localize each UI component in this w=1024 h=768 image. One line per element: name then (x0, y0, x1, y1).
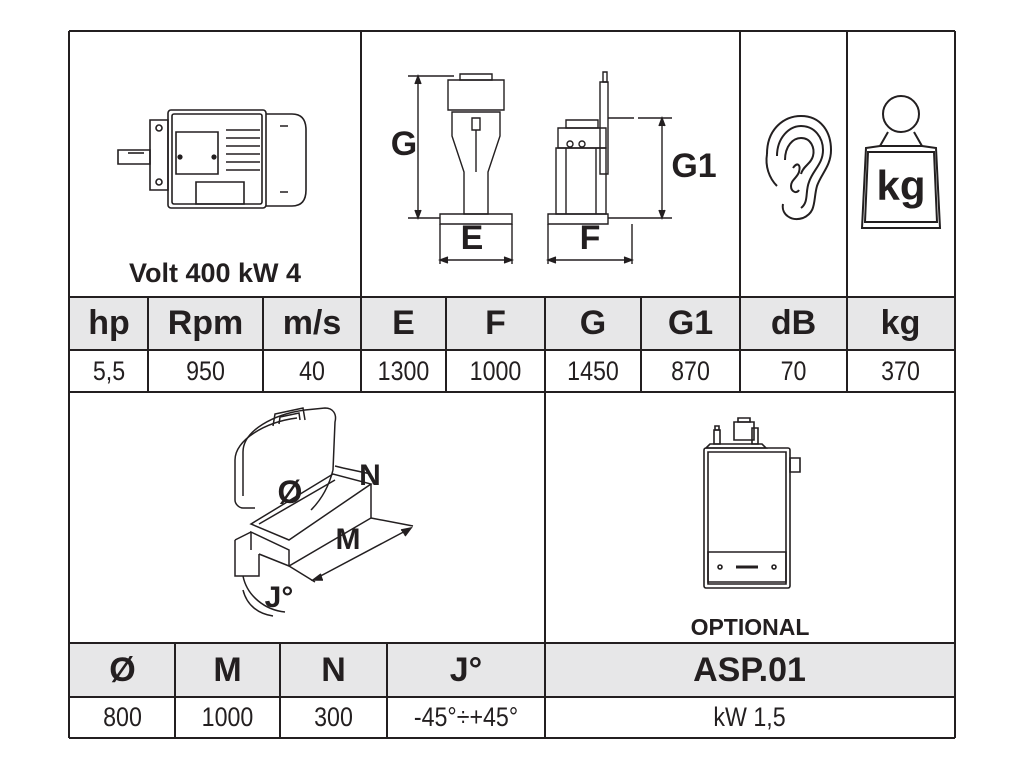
dim-label-g: G (390, 124, 418, 163)
header-n: N (321, 650, 346, 689)
blade-label-diameter: Ø (277, 473, 303, 510)
blade-label-j: J° (264, 581, 294, 614)
value-g: 1450 (567, 355, 619, 386)
header-g: G (579, 304, 607, 342)
value-kg: 370 (881, 355, 920, 386)
optional-label: OPTIONAL (690, 613, 810, 640)
header-g1: G1 (667, 304, 714, 342)
value-g1: 870 (671, 355, 710, 386)
value-hp: 5,5 (92, 355, 126, 386)
value-rpm: 950 (186, 355, 225, 386)
header-diameter: Ø (109, 650, 136, 689)
header-db: dB (770, 304, 817, 342)
value-db: 70 (780, 355, 807, 386)
value-e: 1300 (377, 355, 430, 386)
value-n: 300 (314, 702, 353, 732)
value-asp01: kW 1,5 (713, 702, 786, 732)
header-rpm: Rpm (167, 304, 244, 342)
header-e: E (392, 304, 415, 342)
motor-drawing (110, 100, 320, 220)
motor-label: Volt 400 kW 4 (128, 257, 302, 288)
header-hp: hp (88, 304, 130, 342)
dim-label-g1: G1 (671, 146, 717, 185)
header-asp01: ASP.01 (693, 650, 806, 689)
header-j: J° (449, 650, 483, 689)
value-f: 1000 (469, 355, 522, 386)
header-speed: m/s (282, 304, 342, 342)
dim-label-e: E (460, 218, 484, 257)
aspirator-drawing (694, 412, 804, 594)
value-speed: 40 (299, 355, 325, 386)
header-kg: kg (880, 304, 921, 342)
ear-icon (755, 108, 835, 228)
value-j: -45°÷+45° (413, 702, 519, 732)
dim-label-f: F (579, 218, 601, 257)
weight-icon-label: kg (876, 162, 926, 209)
value-diameter: 800 (103, 702, 142, 732)
header-m: M (213, 650, 242, 689)
value-m: 1000 (201, 702, 254, 732)
header-f: F (485, 304, 506, 342)
blade-label-n: N (359, 459, 381, 492)
blade-label-m: M (335, 523, 361, 556)
